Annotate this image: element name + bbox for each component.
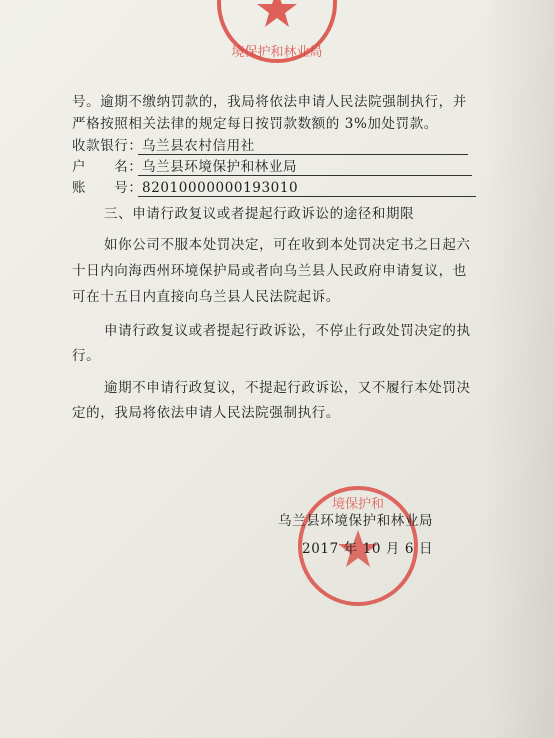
official-seal-top: [212, 0, 342, 68]
para1-line-1: 如你公司不服本处罚决定，可在收到本处罚决定书之日起六: [104, 237, 471, 253]
para1-line-3: 可在十五日内直接向乌兰县人民法院起诉。: [72, 289, 340, 305]
para1-line-2: 十日内向海西州环境保护局或者向乌兰县人民政府申请复议，也: [72, 263, 467, 279]
para3-line-1: 逾期不申请行政复议，不提起行政诉讼，又不履行本处罚决: [104, 380, 471, 396]
receiver-bank-underline: [138, 154, 468, 155]
receiver-bank-value: 乌兰县农村信用社: [142, 138, 255, 154]
account-name-value: 乌兰县环境保护和林业局: [142, 159, 298, 175]
seal-top-text: 境保护和林业局: [231, 45, 323, 60]
signing-organization: 乌兰县环境保护和林业局: [278, 513, 434, 529]
receiver-bank-label: 收款银行：: [72, 138, 143, 154]
account-number-label: 账 号：: [72, 180, 143, 196]
section-3-heading: 三、申请行政复议或者提起行政诉讼的途径和期限: [104, 206, 415, 222]
signing-date: 2017 年 10 月 6 日: [302, 541, 434, 557]
penalty-line-1: 号。逾期不缴纳罚款的，我局将依法申请人民法院强制执行，并: [72, 94, 467, 110]
para2-line-1: 申请行政复议或者提起行政诉讼，不停止行政处罚决定的执: [104, 323, 471, 339]
seal-star-icon: [257, 0, 297, 27]
account-number-underline: [138, 196, 476, 197]
penalty-line-2: 严格按照相关法律的规定每日按罚款数额的 3%加处罚款。: [72, 116, 438, 132]
account-number-value: 82010000000193010: [142, 180, 299, 196]
para3-line-2: 定的，我局将依法申请人民法院强制执行。: [72, 405, 340, 421]
seal-bottom-text: 境保护和: [331, 497, 385, 512]
account-name-label: 户 名：: [72, 159, 143, 175]
para2-line-2: 行。: [72, 348, 101, 364]
account-name-underline: [138, 175, 472, 176]
